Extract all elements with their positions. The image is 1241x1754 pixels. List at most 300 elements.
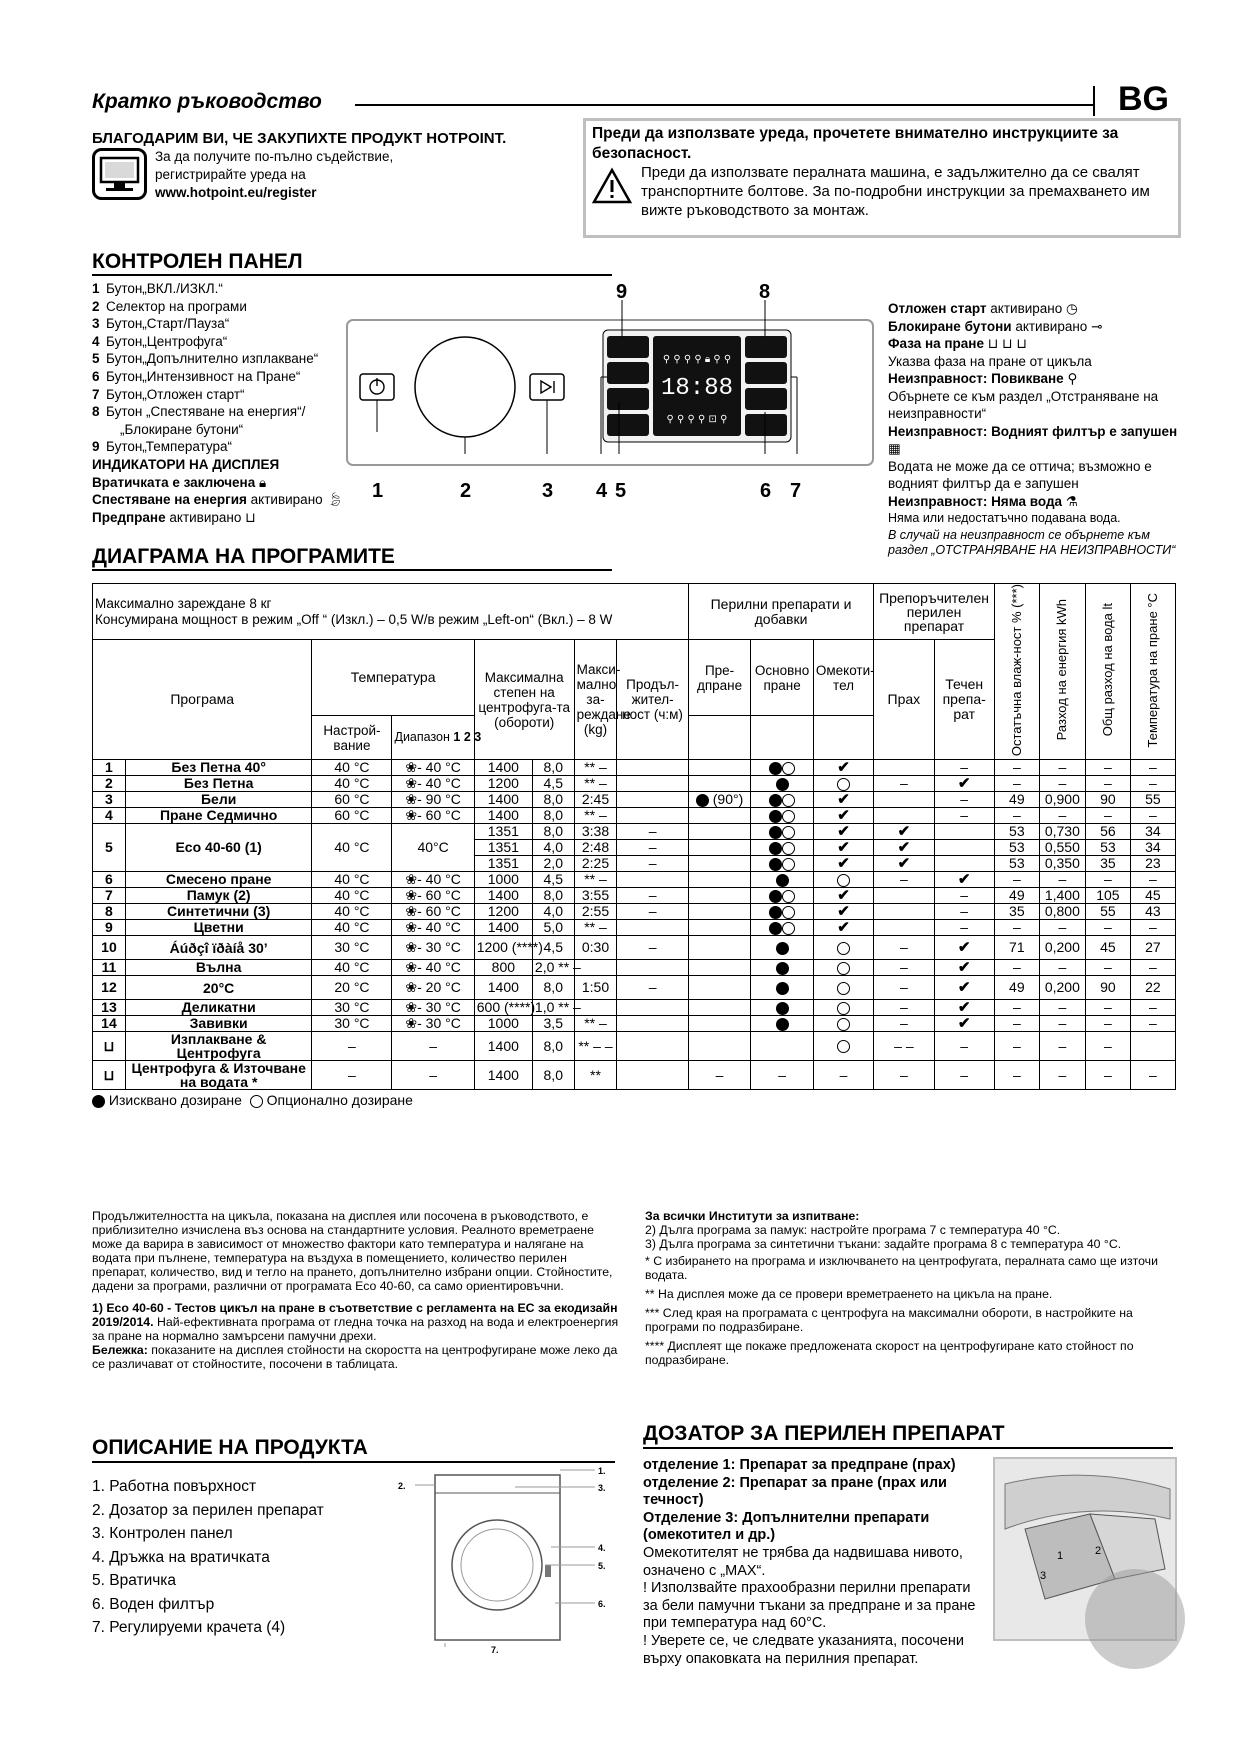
check-icon: ✔ [837,823,850,841]
table-cell: – [617,824,688,840]
table-cell: ❀- 90 °C [392,792,474,808]
product-parts-list: 1. Работна повърхност 2. Дозатор за перилен препарат 3. Контролен панел 4. Дръжка на вратичката 5. Вратичка 6. Воден филтър 7. Регулируеми крачета (4) [92,1478,324,1636]
svg-text:3: 3 [1040,1570,1047,1582]
table-cell [813,920,873,936]
required-dot-icon [769,890,782,903]
table-cell: – [1130,808,1175,824]
table-cell: 1 [93,760,126,776]
header-rule [355,104,1095,106]
table-cell: ** – [574,760,617,776]
table-cell [934,960,994,976]
table-cell [93,1032,126,1061]
table-cell [813,888,873,904]
program-table: Максимално зареждане 8 кг Консумирана мощност в режим „Off “ (Изкл.) – 0,5 W/в режим „Left-on“ (Вкл.) – 8 W Перилни препарати и добавки Препоръчителен перилен препарат Остатъчна влаж-ност % (***) Разход на енергия kWh Общ разход на вода lt Температура на пране °C Програма Температура Максимална степен на центрофуга-та (обороти) Макси-мално за-реждане (kg) Продъл-жител-ност (ч:м) Пре-дпране Основно пране Омекоти-тел Прах Течен препа-рат Настрой-вание Диапазон 1 2 3 1 Без Петна 40° 40 °C ❀- 40 °C 1400 8,0 ** – ✔ – – – – – 2 Без Петна 40 °C ❀- 40 °C 1200 4,5 ** – – ✔ – – – – 3 Бели 60 °C ❀- 90 °C 1400 8,0 2:45 (90°) ✔ – 49 0,900 90 55 4 Пране Седмично 60 °C ❀- 60 °C 1400 8,0 ** – ✔ – – – – – 5 Eco 40-60 (1) 40 °C 40°C 1351 8,0 3:38 – ✔ ✔ 53 0,730 56 34 1351 4,0 2:48 – ✔ ✔ 53 0,550 53 34 1351 2,0 2:25 – ✔ ✔ 53 0,350 35 23 6 Смесено пране 40 °C ❀- 40 °C 1000 4,5 ** – – ✔ – – – – 7 Памук (2) 40 °C ❀- 60 °C 1400 8,0 3:55 – ✔ – 49 1,400 105 45 8 Синтетични (3) 40 °C ❀- 60 °C 1200 4,0 2:55 – ✔ – 35 0,800 55 43 9 Цветни 40 °C ❀- 40 °C 1400 5,0 ** – ✔ – – – – – 10 Áúðçî ïðàíå 30’ 30 °C ❀- 30 °C 1200 (****) 4,5 0:30 – – ✔ 71 0,200 45 27 11 Вълна 40 °C ❀- 40 °C 800 2,0 ** – – ✔ – – – – 12 20°C 20 °C ❀- 20 °C 1400 8,0 1:50 – – ✔ 49 0,200 90 22 13 Деликатни 30 °C ❀- 30 °C 600 (****) 1,0 ** – – ✔ – – – – 14 Завивки 30 °C ❀- 30 °C 1000 3,5 ** – – ✔ – – – – ⊔ Изплакване & Центрофуга – – 1400 8,0 ** – – – – – – – – ⊔ Центрофуга & Източване на водата * – – 1400 8,0 ** – – – – – – – – – [92,583,1176,1090]
table-cell: – [994,776,1039,792]
table-cell [813,856,873,872]
table-cell: 22 [1130,976,1175,1000]
table-cell [813,776,873,792]
table-cell [617,872,688,888]
spin-icon: ❀ [405,887,418,904]
table-row [93,1061,1176,1090]
table-cell [874,920,934,936]
register-url[interactable]: www.hotpoint.eu/register [155,185,317,200]
cp-item: 5 Бутон„Допълнително изплакване“ [92,351,319,367]
cp-item: 2 Селектор на програми [92,298,247,314]
table-cell: – [1085,808,1130,824]
table-cell: ❀- 30 °C [392,1016,474,1032]
table-cell: – [1039,808,1085,824]
table-cell: – [1085,920,1130,936]
dosing-text: отделение 1: Препарат за предпране (прах) отделение 2: Препарат за пране (прах или течност) Отделение 3: Допълнителни препарати (омекотител и др.) Омекотителят не трябва да надвишава нивото, означено с „MAX“. ! Използвайте прахообразни перилни препарати за бели памучни тъкани за предпране и за пране при температура над 60°С. ! Уверете се, че следвате указанията, посочени върху опаковката на перилния препарат. [643,1457,976,1667]
optional-ring-icon [837,1002,850,1015]
svg-text:7.: 7. [491,1645,499,1655]
table-cell [751,856,814,872]
table-cell: 53 [994,856,1039,872]
table-cell [688,760,751,776]
spin-icon: ❀ [405,999,418,1016]
program-icon: ⊔ [103,1037,115,1054]
table-cell: 49 [994,792,1039,808]
table-cell: – [688,1061,751,1090]
table-cell: 90 [1085,976,1130,1000]
table-cell [688,808,751,824]
svg-text:4.: 4. [598,1543,606,1553]
table-cell: – [1130,760,1175,776]
table-cell: – [994,1000,1039,1016]
table-cell: ❀- 60 °C [392,904,474,920]
section-rule [92,1461,615,1463]
program-name: Без Петна [125,776,312,792]
register-line-1: За да получите по-пълно съдействие, [155,149,394,164]
table-cell: 600 (****) [474,1000,532,1016]
table-cell [751,824,814,840]
table-cell: 4,5 [532,776,574,792]
callout-3: 3 [542,480,554,502]
program-name: Без Петна 40° [125,760,312,776]
program-selector-knob [415,337,515,437]
prewash-icon: ⊔ [245,509,256,525]
table-cell: 23 [1130,856,1175,872]
table-cell: 53 [994,840,1039,856]
table-cell: – [934,904,994,920]
table-cell [934,776,994,792]
required-dot-icon [776,1002,789,1015]
table-cell: – [1130,776,1175,792]
svg-text:5.: 5. [598,1561,606,1571]
wash-phase-icon: ⊔ ⊔ ⊔ [987,336,1027,351]
optional-ring-icon [782,842,795,855]
table-cell: 1351 [474,856,532,872]
table-cell [874,856,934,872]
clock-icon: ◷ [1066,301,1078,316]
table-cell: 45 [1085,936,1130,960]
table-cell [813,1032,873,1061]
table-cell: 40 °C [312,824,392,872]
table-cell [688,872,751,888]
lcd-time: 18:88 [660,375,734,402]
table-cell: 1400 [474,760,532,776]
optional-ring-icon [782,826,795,839]
table-cell: 40 °C [312,960,392,976]
table-cell: ❀- 40 °C [392,920,474,936]
table-cell [934,824,994,840]
table-cell [688,920,751,936]
table-cell: – [617,840,688,856]
optional-ring-icon [782,794,795,807]
table-cell: 35 [994,904,1039,920]
table-cell [751,1016,814,1032]
table-cell: ❀- 60 °C [392,808,474,824]
table-cell: – [934,1061,994,1090]
table-cell: 8 [93,904,126,920]
table-cell: 1200 [474,904,532,920]
table-cell: – [1085,1061,1130,1090]
programs-heading: ДИАГРАМА НА ПРОГРАМИТЕ [92,545,395,568]
table-cell: – [994,920,1039,936]
table-cell: – [1130,1016,1175,1032]
cp-item: 8 Бутон „Спестяване на енергия“/ [92,404,306,420]
optional-ring-icon [782,762,795,775]
display-indicators-right: Отложен старт активирано ◷ Блокиране бутони активирано ⊸ Фаза на пране ⊔ ⊔ ⊔ Указва фаза на пране от цикъла Неизправност: Повикване ⚲ Обърнете се към раздел „Отстраняване на неизправности“ Неизправност: Водният филтър е запушен ▦ Водата не може да се оттича; възможно е водният филтър да е запушен Неизправност: Няма вода ⚗ Няма или недостатъчно подавана вода. В случай на неизправност се обърнете към раздел „ОТСТРАНЯВАНЕ НА НЕИЗПРАВНОСТИ“ [888,301,1178,557]
table-cell: 55 [1130,792,1175,808]
table-cell [934,872,994,888]
table-cell [751,1000,814,1016]
check-icon: ✔ [897,823,911,841]
table-cell: – [994,872,1039,888]
key-icon: ⊸ [1091,318,1103,334]
table-cell [751,840,814,856]
required-dot-icon [769,922,782,935]
table-cell [617,760,688,776]
table-cell: – [617,976,688,1000]
table-cell: 5,0 [532,920,574,936]
program-name: Eco 40-60 (1) [125,824,312,872]
optional-ring-icon [837,962,850,975]
optional-ring-icon [837,778,850,791]
table-cell: – [1085,776,1130,792]
program-name: Изплакване & Центрофуга [125,1032,312,1061]
program-name: Синтетични (3) [125,904,312,920]
program-name: Центрофуга & Източване на водата * [125,1061,312,1090]
table-cell [617,920,688,936]
optional-ring-icon [782,858,795,871]
table-cell: – [1039,960,1085,976]
table-cell [751,960,814,976]
table-cell: – [874,960,934,976]
check-icon: ✔ [957,959,971,977]
program-name: Áúðçî ïðàíå 30’ [125,936,312,960]
check-icon: ✔ [957,1015,971,1033]
table-cell [813,808,873,824]
table-cell: 800 [474,960,532,976]
spin-icon: ❀ [405,807,418,824]
required-dot-icon [769,810,782,823]
table-cell: – [934,1032,994,1061]
table-cell [934,936,994,960]
table-row [93,920,1176,936]
table-cell [617,792,688,808]
table-cell: 8,0 [532,760,574,776]
control-panel-list [92,280,344,526]
program-name: Памук (2) [125,888,312,904]
table-cell [751,776,814,792]
table-cell: ❀- 30 °C [392,936,474,960]
check-icon: ✔ [957,979,971,997]
table-cell: – [617,904,688,920]
table-cell: ** – [574,872,617,888]
table-cell: 4,0 [532,840,574,856]
table-cell: 30 °C [312,1000,392,1016]
table-cell: 27 [1130,936,1175,960]
table-cell: – [617,936,688,960]
table-cell: – [1039,1016,1085,1032]
table-cell [617,1016,688,1032]
table-row [93,1032,1176,1061]
table-cell: ** – [574,1016,617,1032]
table-cell: ❀- 30 °C [392,1000,474,1016]
table-cell: 1,0 ** – [532,1000,574,1016]
table-cell: 0,550 [1039,840,1085,856]
table-cell: 0,800 [1039,904,1085,920]
table-cell: – [1130,920,1175,936]
table-cell: ** – [574,776,617,792]
table-cell: 8,0 [532,808,574,824]
table-cell [688,888,751,904]
required-dot-icon [769,826,782,839]
table-cell: 2:25 [574,856,617,872]
table-cell: – [392,1061,474,1090]
table-cell: 10 [93,936,126,960]
table-cell: ❀- 20 °C [392,976,474,1000]
notes-left: Продължителността на цикъла, показана на дисплея или посочена в ръководството, е приблизително изчислена въз основа на стандартните условия. Реалното времетраене може да варира в зависимост от множество фактори като температура и налягане на водата при пълнене, температура на въздуха в помещението, количество перилен препарат, количество, вид и тегло на прането, допълнително избрани опции. Стойностите, дадени за програми, различни от програмата Eco 40-60, са само ориентировъчни. 1) Eco 40-60 - Тестов цикъл на пране в съответствие с регламента на ЕС за екодизайн 2019/2014. Най-ефективната програма от гледна точка на разход на вода и електроенергия за пране на нормално замърсени памучни дрехи. Бележка: показаните на дисплея стойности на скоростта на центрофугиране може леко да се различават от стойностите, посочени в таблицата. [92,1209,619,1371]
product-heading: ОПИСАНИЕ НА ПРОДУКТА [92,1436,368,1459]
required-dot-icon [696,794,709,807]
optional-ring-icon [782,906,795,919]
callout-6: 6 [760,480,772,502]
table-cell: – [994,1016,1039,1032]
table-cell: 2:48 [574,840,617,856]
table-cell [934,856,994,872]
table-cell: – [1039,776,1085,792]
table-cell: 11 [93,960,126,976]
table-cell: 1400 [474,920,532,936]
table-cell: – [1085,1000,1130,1016]
spin-icon: ❀ [405,939,418,956]
table-cell [751,976,814,1000]
table-cell: – [874,1000,934,1016]
table-cell [688,904,751,920]
table-cell: 71 [994,936,1039,960]
table-cell: 56 [1085,824,1130,840]
svg-text:2: 2 [1095,1545,1102,1557]
table-cell [813,840,873,856]
detergent-drawer-image [993,1457,1177,1641]
table-cell: 1400 [474,808,532,824]
control-panel-diagram [345,282,885,522]
power-button [360,374,394,400]
table-cell: 1000 [474,872,532,888]
required-dot-icon [769,906,782,919]
callout-8: 8 [759,281,771,303]
table-legend: Изисквано дозиране Опционално дозиране [92,1092,413,1108]
safety-warning-body: Преди да използвате пералната машина, е задължително да се свалят транспортните болтове. За по-подробни инструкции за премахването им вижте ръководството за монтаж. [641,164,1150,219]
table-cell [813,824,873,840]
table-row [93,760,1176,776]
required-dot-icon [776,962,789,975]
start-pause-button [530,374,564,400]
table-cell: 40°C [392,824,474,872]
section-rule [643,1447,1173,1449]
table-cell [688,840,751,856]
table-cell: 40 °C [312,776,392,792]
table-cell: – [994,960,1039,976]
table-cell: 53 [994,824,1039,840]
table-cell: 34 [1130,840,1175,856]
spin-icon: ❀ [405,791,418,808]
svg-text:⚲ ⚲ ⚲ ⚲ 🔒︎ ⚲ ⚲: ⚲ ⚲ ⚲ ⚲ 🔒︎ ⚲ ⚲ [662,354,732,365]
table-cell [688,776,751,792]
svg-text:1.: 1. [598,1466,606,1476]
table-cell [874,760,934,776]
table-cell: – [1085,760,1130,776]
table-cell: 0,200 [1039,976,1085,1000]
table-cell: – [1130,1000,1175,1016]
section-rule [92,274,612,276]
table-cell: 49 [994,976,1039,1000]
tap-icon: ⚗ [1065,493,1078,509]
table-cell [751,936,814,960]
spin-icon: ❀ [405,979,418,996]
optional-ring-icon [250,1095,263,1108]
check-icon: ✔ [837,903,850,921]
required-dot-icon [92,1095,105,1108]
spin-icon: ❀ [405,959,418,976]
svg-text:⚲ ⚲ ⚲ ⚲ ⊡ ⚲: ⚲ ⚲ ⚲ ⚲ ⊡ ⚲ [666,414,728,425]
table-cell: 5 [93,824,126,872]
cp-item: 7 Бутон„Отложен старт“ [92,386,245,402]
table-cell [751,920,814,936]
table-cell [688,960,751,976]
cp-item: 3 Бутон„Старт/Пауза“ [92,316,230,332]
table-row [93,936,1176,960]
table-info: Максимално зареждане 8 кг Консумирана мощност в режим „Off “ (Изкл.) – 0,5 W/в режим „Left-on“ (Вкл.) – 8 W [93,584,689,640]
table-cell: – [617,888,688,904]
program-name: Деликатни [125,1000,312,1016]
table-cell: 6 [93,872,126,888]
table-cell: – [1039,1032,1085,1061]
table-cell: 40 °C [312,904,392,920]
table-cell [751,1032,814,1061]
table-cell: – [874,1061,934,1090]
table-cell: 90 [1085,792,1130,808]
table-cell: ❀- 60 °C [392,888,474,904]
table-cell [688,1032,751,1061]
table-cell: 1400 [474,888,532,904]
table-cell: 1200 [474,776,532,792]
monitor-icon [92,148,147,200]
table-cell: 0,730 [1039,824,1085,840]
table-cell: 49 [994,888,1039,904]
program-icon: ⊔ [103,1066,115,1083]
table-cell: 0,200 [1039,936,1085,960]
table-cell [688,976,751,1000]
register-line-2: регистрирайте уреда на [155,167,306,182]
table-cell [751,872,814,888]
table-cell: 55 [1085,904,1130,920]
table-cell: 0:30 [574,936,617,960]
table-cell: – [934,760,994,776]
table-cell [688,824,751,840]
callout-7: 7 [790,480,802,502]
table-cell [813,1000,873,1016]
cp-item: 6 Бутон„Интензивност на Пране“ [92,368,301,384]
table-cell: – [934,808,994,824]
program-name: 20°C [125,976,312,1000]
optional-ring-icon [782,922,795,935]
table-cell: – [751,1061,814,1090]
table-cell [934,1016,994,1032]
table-cell: 20 °C [312,976,392,1000]
program-name: Бели [125,792,312,808]
table-cell: – [874,1016,934,1032]
padlock-icon: 🔒︎ [258,474,267,490]
safety-warning-title: Преди да използвате уреда, прочетете внимателно инструкциите за безопасност. [592,125,1119,162]
check-icon: ✔ [897,855,911,873]
table-cell: (90°) [688,792,751,808]
table-cell: 14 [93,1016,126,1032]
table-cell: 30 °C [312,1016,392,1032]
table-cell [617,1000,688,1016]
table-cell [1130,1032,1175,1061]
table-cell: 60 °C [312,808,392,824]
table-cell: 2 [93,776,126,792]
table-cell: 40 °C [312,760,392,776]
spin-icon: ❀ [405,759,418,776]
table-cell: – [1085,960,1130,976]
table-cell: 8,0 [532,976,574,1000]
table-cell: – [874,936,934,960]
program-name: Пране Седмично [125,808,312,824]
table-cell: – [813,1061,873,1090]
required-dot-icon [776,1018,789,1031]
table-cell: – [1085,1016,1130,1032]
table-cell: – [1130,960,1175,976]
cp-item: 9 Бутон„Температура“ [92,439,233,455]
table-cell: 8,0 [532,1061,574,1090]
table-cell: – [934,792,994,808]
table-cell: – [994,808,1039,824]
table-row [93,904,1176,920]
table-cell [874,904,934,920]
required-dot-icon [776,982,789,995]
check-icon: ✔ [957,871,971,889]
table-cell: – – [874,1032,934,1061]
table-cell [934,976,994,1000]
table-cell: ** – [574,808,617,824]
table-cell [813,872,873,888]
table-cell: – [1039,872,1085,888]
table-cell: 1:50 [574,976,617,1000]
table-cell [751,808,814,824]
spin-icon: ❀ [405,903,418,920]
table-cell: ❀- 40 °C [392,776,474,792]
program-name: Цветни [125,920,312,936]
table-cell [751,792,814,808]
table-cell [93,1061,126,1090]
table-cell: 2,0 ** – [532,960,574,976]
table-cell: 1400 [474,1032,532,1061]
spin-icon: ❀ [405,919,418,936]
